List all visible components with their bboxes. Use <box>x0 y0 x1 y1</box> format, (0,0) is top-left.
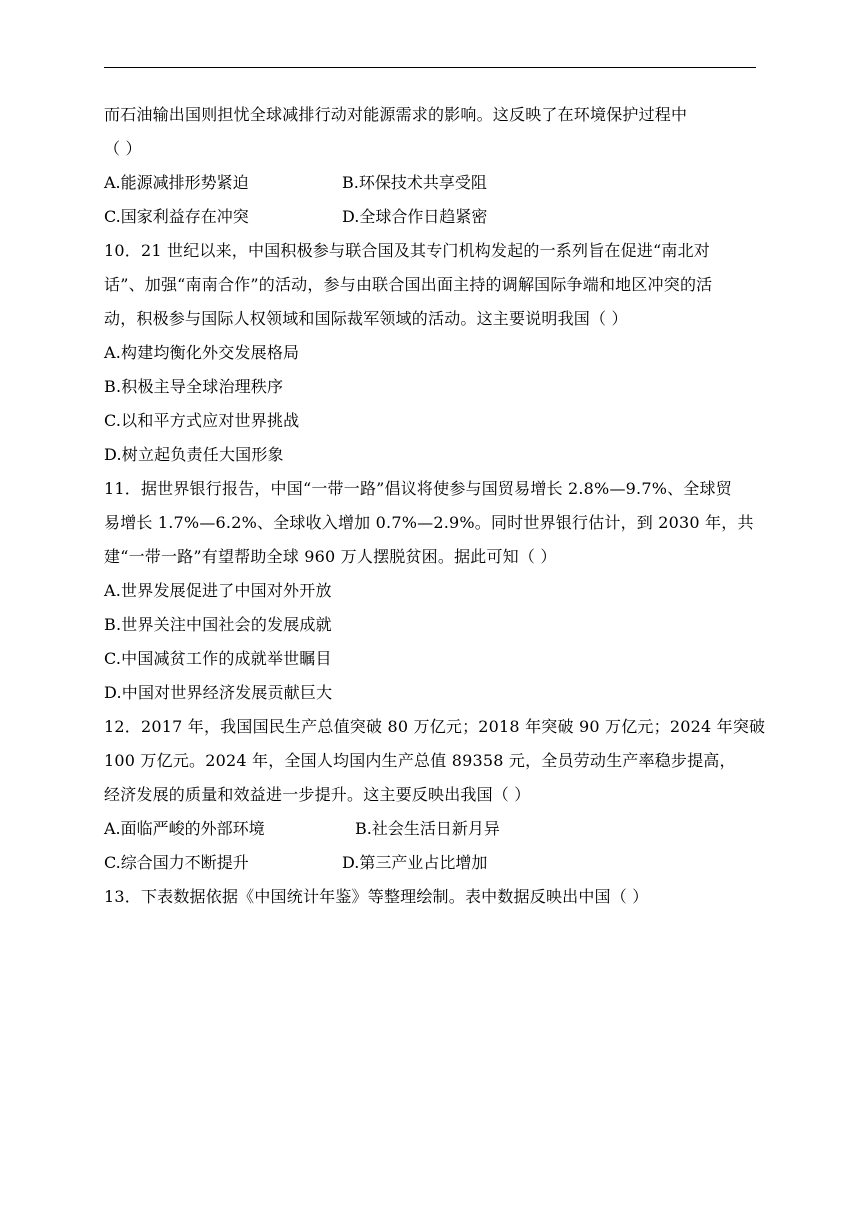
q13-stem-line-1: 13．下表数据依据《中国统计年鉴》等整理绘制。表中数据反映出中国（ ） <box>104 887 649 906</box>
q10-stem-line-1: 10．21 世纪以来，中国积极参与联合国及其专门机构发起的一系列旨在促进“南北对 <box>104 241 710 260</box>
q11-option-a: A.世界发展促进了中国对外开放 <box>104 581 332 600</box>
q12-option-a: A.面临严峻的外部环境 <box>104 819 265 838</box>
q9-option-a: A.能源减排形势紧迫 <box>104 173 249 192</box>
header-rule <box>104 67 756 68</box>
q11-stem-line-1: 11．据世界银行报告，中国“一带一路”倡议将使参与国贸易增长 2.8%—9.7%、全球贸 <box>104 479 732 498</box>
q10-stem-line-2: 话”、加强“南南合作”的活动，参与由联合国出面主持的调解国际争端和地区冲突的活 <box>104 275 713 294</box>
q12-options-row-cd <box>104 846 764 880</box>
q9-stem-line-2: （ ） <box>104 139 142 158</box>
q9-option-d: D.全球合作日趋紧密 <box>342 207 488 226</box>
q12-stem-line-3: 经济发展的质量和效益进一步提升。这主要反映出我国（ ） <box>104 785 531 804</box>
q11-stem-line-2: 易增长 1.7%—6.2%、全球收入增加 0.7%—2.9%。同时世界银行估计，到 2030 年，共 <box>104 513 754 532</box>
q10-option-a: A.构建均衡化外交发展格局 <box>104 343 300 362</box>
q10-option-b: B.积极主导全球治理秩序 <box>104 377 284 396</box>
q12-stem-line-1: 12．2017 年，我国国民生产总值突破 80 万亿元；2018 年突破 90 万亿元；2024 年突破 <box>104 717 766 736</box>
q11-stem-line-3: 建“一带一路”有望帮助全球 960 万人摆脱贫困。据此可知（ ） <box>104 547 557 566</box>
q11-option-c: C.中国减贫工作的成就举世瞩目 <box>104 649 332 668</box>
q11-option-d: D.中国对世界经济发展贡献巨大 <box>104 683 333 702</box>
q10-option-d: D.树立起负责任大国形象 <box>104 445 284 464</box>
q9-options-row-ab <box>104 166 764 200</box>
page-content <box>104 98 764 914</box>
q12-option-b: B.社会生活日新月异 <box>355 819 500 838</box>
q9-option-c: C.国家利益存在冲突 <box>104 207 249 226</box>
q10-option-c: C.以和平方式应对世界挑战 <box>104 411 300 430</box>
q12-option-d: D.第三产业占比增加 <box>342 853 488 872</box>
q12-options-row-ab <box>104 812 764 846</box>
q11-option-b: B.世界关注中国社会的发展成就 <box>104 615 332 634</box>
q12-option-c: C.综合国力不断提升 <box>104 853 249 872</box>
q9-stem-line-1: 而石油输出国则担忧全球减排行动对能源需求的影响。这反映了在环境保护过程中 <box>104 105 688 124</box>
q9-options-row-cd <box>104 200 764 234</box>
q10-stem-line-3: 动，积极参与国际人权领域和国际裁军领域的活动。这主要说明我国（ ） <box>104 309 628 328</box>
q12-stem-line-2: 100 万亿元。2024 年，全国人均国内生产总值 89358 元，全员劳动生产率稳步提高， <box>104 751 736 770</box>
q9-option-b: B.环保技术共享受阻 <box>342 173 487 192</box>
